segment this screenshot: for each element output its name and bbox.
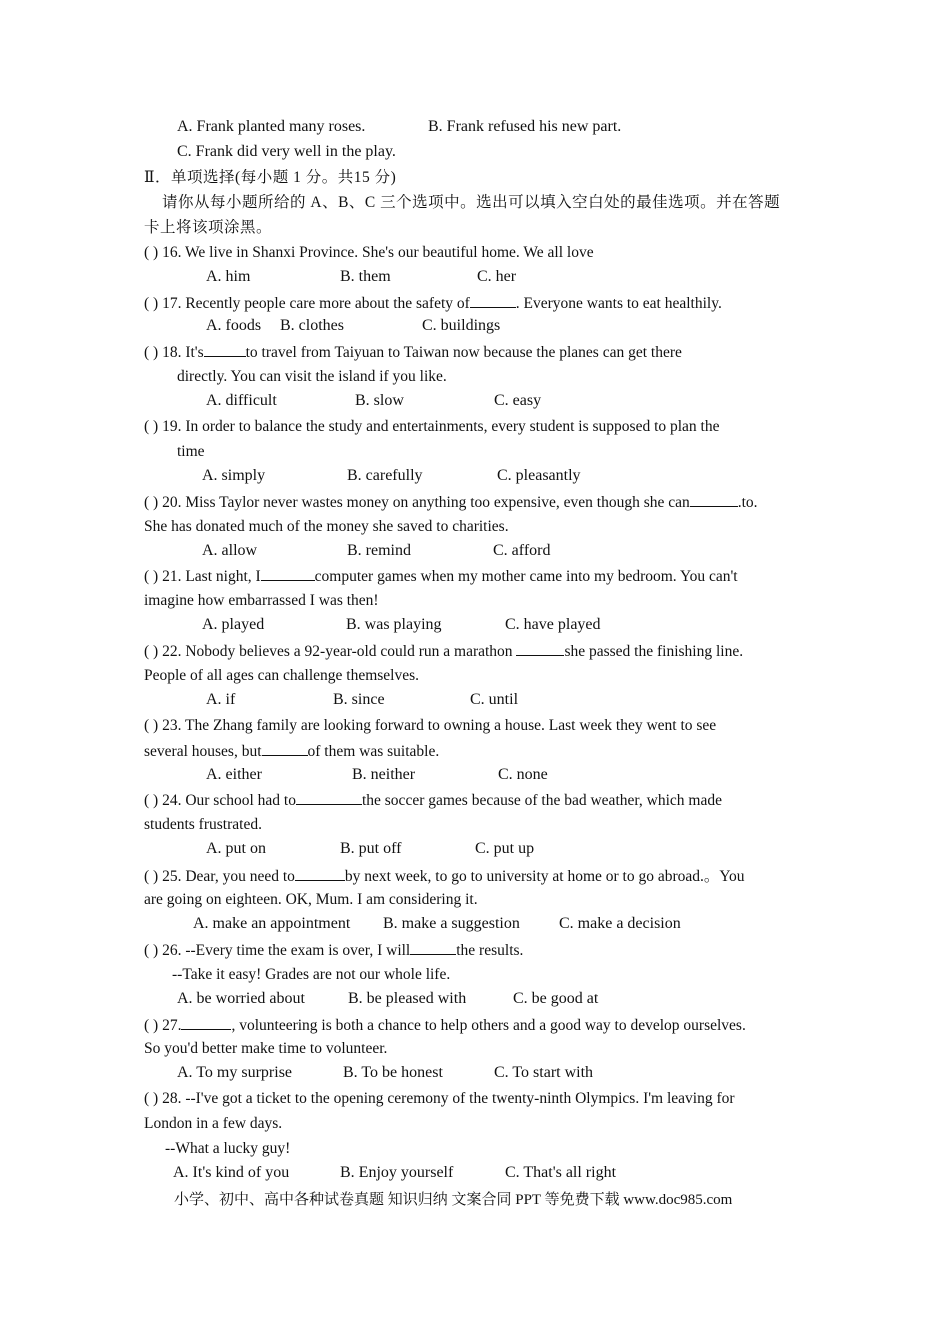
question-24-option-b: B. put off [340, 840, 402, 857]
question-16-option-a: A. him [206, 268, 251, 285]
question-16-stem: ( ) 16. We live in Shanxi Province. She's our beautiful home. We all love [144, 244, 594, 261]
question-25-option-c: C. make a decision [559, 915, 681, 932]
question-23-line2: several houses, but of them was suitable. [144, 743, 440, 760]
question-26-line2: --Take it easy! Grades are not our whole life. [172, 966, 451, 983]
question-25-option-b: B. make a suggestion [383, 915, 520, 932]
question-18-option-c: C. easy [494, 392, 542, 409]
question-17-option-a: A. foods [206, 317, 262, 334]
question-27-line2: So you'd better make time to volunteer. [144, 1040, 388, 1057]
question-22-option-a: A. if [206, 691, 236, 708]
question-27-option-b: B. To be honest [343, 1064, 443, 1081]
question-19-option-a: A. simply [202, 467, 266, 484]
question-21-stem: ( ) 21. Last night, I computer games when my mother came into my bedroom. You can't [144, 568, 738, 585]
question-19-option-c: C. pleasantly [497, 467, 581, 484]
prev-option-c: C. Frank did very well in the play. [177, 143, 396, 160]
answer-blank [204, 342, 246, 357]
question-23-option-c: C. none [498, 766, 548, 783]
question-28-option-c: C. That's all right [505, 1164, 617, 1181]
question-28-stem: ( ) 28. --I've got a ticket to the opening ceremony of the twenty-ninth Olympics. I'm leaving for [144, 1090, 735, 1107]
answer-blank [181, 1015, 231, 1030]
question-26-stem: ( ) 26. --Every time the exam is over, I will the results. [144, 942, 524, 959]
prev-option-a: A. Frank planted many roses. [177, 118, 366, 135]
question-27-option-a: A. To my surprise [177, 1064, 293, 1081]
question-23-stem: ( ) 23. The Zhang family are looking forward to owning a house. Last week they went to see [144, 717, 717, 734]
question-19-line2: time [177, 443, 205, 460]
question-28-line3: --What a lucky guy! [165, 1140, 291, 1157]
section-instruction-line2: 卡上将该项涂黑。 [144, 219, 273, 236]
page-footer: 小学、初中、高中各种试卷真题 知识归纳 文案合同 PPT 等免费下载 www.doc985.com [174, 1192, 733, 1208]
question-17-option-c: C. buildings [422, 317, 501, 334]
question-21-option-b: B. was playing [346, 616, 442, 633]
prev-option-b: B. Frank refused his new part. [428, 118, 622, 135]
question-23-option-a: A. either [206, 766, 262, 783]
answer-blank [410, 940, 456, 955]
question-24-option-c: C. put up [475, 840, 535, 857]
question-25-option-a: A. make an appointment [193, 915, 351, 932]
question-19-stem: ( ) 19. In order to balance the study and entertainments, every student is supposed to plan the [144, 418, 720, 435]
answer-blank [262, 741, 308, 756]
question-26-option-a: A. be worried about [177, 990, 305, 1007]
question-27-option-c: C. To start with [494, 1064, 594, 1081]
question-16-option-c: C. her [477, 268, 517, 285]
question-21-line2: imagine how embarrassed I was then! [144, 592, 379, 609]
question-27-stem: ( ) 27. , volunteering is both a chance to help others and a good way to develop ourselves. [144, 1017, 746, 1034]
section-heading: Ⅱ．单项选择(每小题 1 分。共15 分) [144, 169, 397, 186]
question-22-option-c: C. until [470, 691, 519, 708]
question-20-option-a: A. allow [202, 542, 258, 559]
question-26-option-b: B. be pleased with [348, 990, 467, 1007]
question-22-option-b: B. since [333, 691, 385, 708]
question-24-stem: ( ) 24. Our school had to the soccer games because of the bad weather, which made [144, 792, 722, 809]
question-28-option-a: A. It's kind of you [173, 1164, 290, 1181]
question-17-option-b: B. clothes [280, 317, 344, 334]
question-22-line2: People of all ages can challenge themselves. [144, 667, 420, 684]
question-18-option-b: B. slow [355, 392, 404, 409]
question-23-option-b: B. neither [352, 766, 416, 783]
question-18-line2: directly. You can visit the island if you like. [177, 368, 447, 385]
question-24-line2: students frustrated. [144, 816, 262, 833]
question-18-stem: ( ) 18. It's to travel from Taiyuan to Taiwan now because the planes can get there [144, 344, 682, 361]
answer-blank [516, 641, 564, 656]
question-20-option-c: C. afford [493, 542, 551, 559]
section-instruction-line1: 请你从每小题所给的 A、B、C 三个选项中。选出可以填入空白处的最佳选项。并在答题 [162, 194, 781, 211]
question-22-stem: ( ) 22. Nobody believes a 92-year-old could run a marathon she passed the finishing line. [144, 643, 744, 660]
question-28-line2: London in a few days. [144, 1115, 283, 1132]
answer-blank [690, 492, 738, 507]
question-25-stem: ( ) 25. Dear, you need to by next week, to go to university at home or to go abroad.。You [144, 868, 745, 885]
answer-blank [261, 566, 315, 581]
question-18-option-a: A. difficult [206, 392, 277, 409]
answer-blank [296, 790, 362, 805]
question-16-option-b: B. them [340, 268, 391, 285]
answer-blank [295, 866, 345, 881]
question-20-line2: She has donated much of the money she saved to charities. [144, 518, 509, 535]
question-26-option-c: C. be good at [513, 990, 599, 1007]
question-28-option-b: B. Enjoy yourself [340, 1164, 454, 1181]
question-17-stem: ( ) 17. Recently people care more about the safety of . Everyone wants to eat healthily. [144, 295, 722, 312]
question-25-line2: are going on eighteen. OK, Mum. I am considering it. [144, 891, 478, 908]
question-20-stem: ( ) 20. Miss Taylor never wastes money on anything too expensive, even though she can .to. [144, 494, 758, 511]
question-21-option-c: C. have played [505, 616, 601, 633]
question-24-option-a: A. put on [206, 840, 266, 857]
question-20-option-b: B. remind [347, 542, 411, 559]
answer-blank [470, 293, 516, 308]
question-21-option-a: A. played [202, 616, 265, 633]
question-19-option-b: B. carefully [347, 467, 423, 484]
